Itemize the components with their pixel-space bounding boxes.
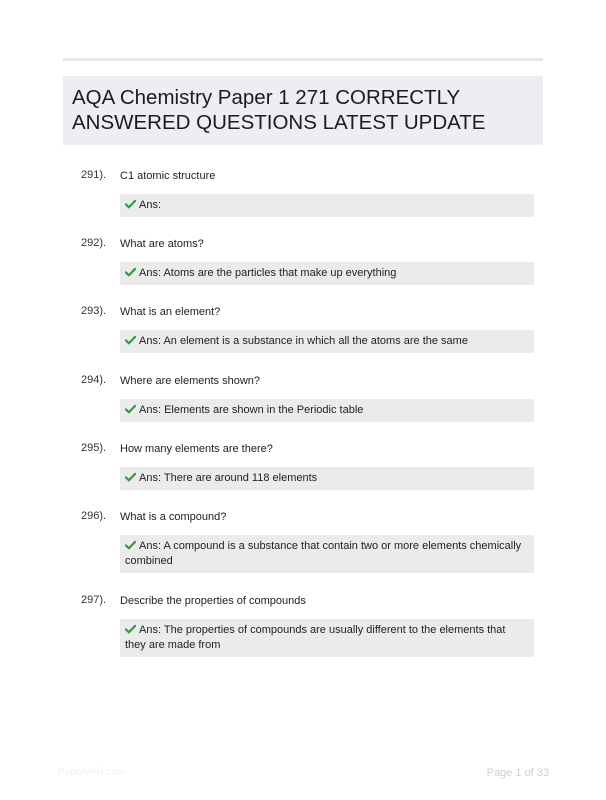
question-number: 292). xyxy=(81,237,107,249)
question-text: Where are elements shown? xyxy=(120,375,261,387)
question-number: 297). xyxy=(81,594,107,606)
question-text: How many elements are there? xyxy=(120,443,273,455)
answer-box xyxy=(120,535,534,573)
question-text: What is a compound? xyxy=(120,511,227,523)
answer-text: Ans: xyxy=(139,199,162,211)
question-number: 295). xyxy=(81,442,107,454)
answer-box xyxy=(120,467,534,490)
question-text: What is an element? xyxy=(120,306,221,318)
answer-text: Ans: Elements are shown in the Periodic table xyxy=(139,404,364,416)
answer-text: Ans: Atoms are the particles that make up everything xyxy=(139,267,397,279)
check-icon xyxy=(125,335,136,345)
question-text: Describe the properties of compounds xyxy=(120,595,306,607)
question-number: 291). xyxy=(81,169,107,181)
question-text: What are atoms? xyxy=(120,238,204,250)
footer-watermark: PaperWiki.com xyxy=(58,767,126,778)
check-icon xyxy=(125,404,136,414)
top-divider xyxy=(63,58,543,61)
title-banner xyxy=(63,76,543,145)
question-number: 293). xyxy=(81,305,107,317)
question-number: 294). xyxy=(81,374,107,386)
page-number: Page 1 of 33 xyxy=(486,767,549,779)
answer-box xyxy=(120,619,534,657)
check-icon xyxy=(125,472,136,482)
question-text: C1 atomic structure xyxy=(120,170,216,182)
answer-box xyxy=(120,330,534,353)
check-icon xyxy=(125,199,136,209)
check-icon xyxy=(125,624,136,634)
page-title: AQA Chemistry Paper 1 271 CORRECTLY ANSWERED QUESTIONS LATEST UPDATE xyxy=(72,86,486,134)
question-number: 296). xyxy=(81,510,107,522)
check-icon xyxy=(125,540,136,550)
answer-text: Ans: The properties of compounds are usually different to the elements that they are made from xyxy=(125,624,506,651)
answer-box xyxy=(120,262,534,285)
answer-text: Ans: There are around 118 elements xyxy=(139,472,318,484)
answer-box xyxy=(120,399,534,422)
answer-box xyxy=(120,194,534,217)
check-icon xyxy=(125,267,136,277)
answer-text: Ans: An element is a substance in which all the atoms are the same xyxy=(139,335,468,347)
answer-text: Ans: A compound is a substance that contain two or more elements chemically combined xyxy=(125,540,522,567)
